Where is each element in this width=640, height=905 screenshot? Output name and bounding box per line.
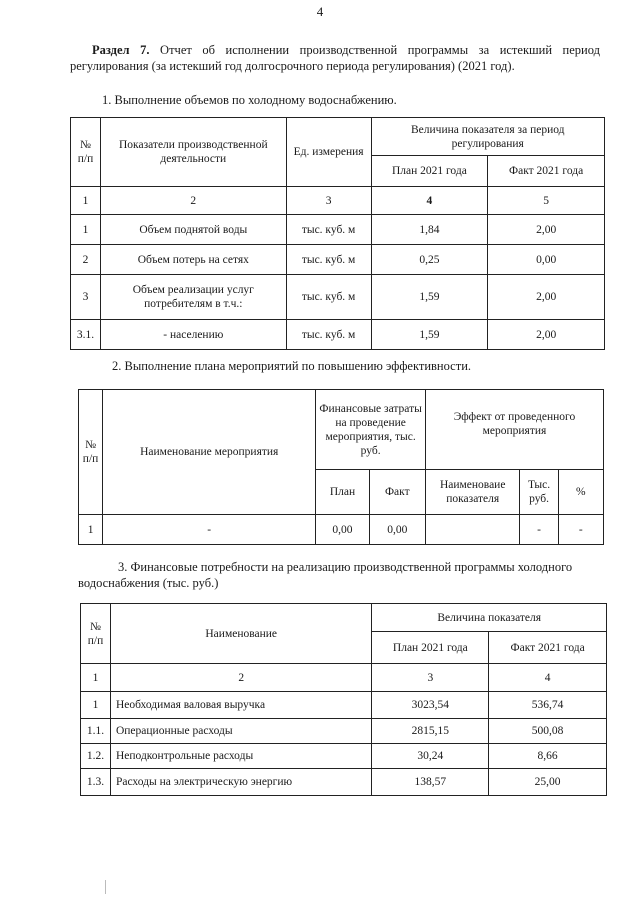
scan-artifact (105, 880, 106, 894)
section1-title: 1. Выполнение объемов по холодному водоснабжению. (102, 93, 397, 107)
index-cell: 1 (81, 664, 111, 692)
row-num: 1 (81, 692, 111, 719)
index-cell: 4 (371, 187, 488, 215)
header-fact: Факт 2021 года (488, 156, 605, 187)
row-plan: 30,24 (372, 744, 489, 769)
financial-needs-table (80, 603, 607, 796)
row-pct: - (558, 515, 603, 545)
header-thousand-rub: Тыс. руб. (520, 470, 558, 515)
header-measure-name: Наименование мероприятия (103, 390, 316, 515)
header-value-group: Величина показателя (372, 604, 607, 632)
row-unit: тыс. куб. м (286, 275, 371, 320)
row-name: Неподконтрольные расходы (110, 744, 371, 769)
table-row (71, 215, 605, 245)
section-heading (70, 42, 600, 74)
header-percent: % (558, 470, 603, 515)
section3-title: 3. Финансовые потребности на реализацию производственной программы холодного водоснабжения (тыс. руб.) (78, 560, 573, 590)
header-unit: Ед. измерения (286, 118, 371, 187)
index-cell: 1 (71, 187, 101, 215)
row-unit: тыс. куб. м (286, 245, 371, 275)
table-row (81, 692, 607, 719)
table-row (71, 320, 605, 350)
index-cell: 4 (489, 664, 607, 692)
header-indicator: Показатели производственной деятельности (100, 118, 286, 187)
table-row (81, 744, 607, 769)
header-plan: План 2021 года (372, 632, 489, 664)
index-cell: 2 (110, 664, 371, 692)
efficiency-measures-table (78, 389, 604, 545)
table-row (81, 769, 607, 796)
header-num: № п/п (81, 604, 111, 664)
row-num: 1.3. (81, 769, 111, 796)
row-fact: 0,00 (488, 245, 605, 275)
table-row (81, 719, 607, 744)
index-cell: 3 (286, 187, 371, 215)
row-plan: 1,84 (371, 215, 488, 245)
index-cell: 3 (372, 664, 489, 692)
row-fact: 500,08 (489, 719, 607, 744)
table-row (79, 515, 604, 545)
row-name: Расходы на электрическую энергию (110, 769, 371, 796)
header-plan: План 2021 года (371, 156, 488, 187)
row-indicator (425, 515, 520, 545)
index-row (71, 187, 605, 215)
table-row (71, 245, 605, 275)
header-num: № п/п (71, 118, 101, 187)
row-name: - населению (100, 320, 286, 350)
row-num: 3 (71, 275, 101, 320)
row-num: 1 (79, 515, 103, 545)
header-fact: Факт (369, 470, 425, 515)
section-label: Раздел 7. (92, 43, 150, 57)
header-value-group: Величина показателя за период регулирования (371, 118, 604, 156)
row-unit: тыс. куб. м (286, 320, 371, 350)
row-name: Объем поднятой воды (100, 215, 286, 245)
row-plan: 3023,54 (372, 692, 489, 719)
row-unit: тыс. куб. м (286, 215, 371, 245)
row-num: 2 (71, 245, 101, 275)
row-fact: 0,00 (369, 515, 425, 545)
section2-title: 2. Выполнение плана мероприятий по повышению эффективности. (112, 359, 472, 373)
row-name: Объем реализации услуг потребителям в т.ч.: (100, 275, 286, 320)
table-row (71, 275, 605, 320)
row-num: 1.1. (81, 719, 111, 744)
water-volume-table (70, 117, 605, 350)
page-number: 4 (316, 4, 324, 19)
header-name: Наименование (110, 604, 371, 664)
row-plan: 1,59 (371, 320, 488, 350)
header-costs: Финансовые затраты на проведение мероприятия, тыс. руб. (316, 390, 426, 470)
row-num: 3.1. (71, 320, 101, 350)
row-fact: 536,74 (489, 692, 607, 719)
row-name: Операционные расходы (110, 719, 371, 744)
section-heading-text: Отчет об исполнении производственной программы за истекший период регулирования (за истекший год долгосрочного периода регулирования) (2021 год). (70, 43, 600, 73)
index-cell: 2 (100, 187, 286, 215)
header-effect: Эффект от проведенного мероприятия (425, 390, 603, 470)
row-name: Необходимая валовая выручка (110, 692, 371, 719)
row-fact: 2,00 (488, 320, 605, 350)
row-plan: 0,25 (371, 245, 488, 275)
row-name: - (103, 515, 316, 545)
row-plan: 2815,15 (372, 719, 489, 744)
row-plan: 0,00 (316, 515, 369, 545)
header-plan: План (316, 470, 369, 515)
row-num: 1 (71, 215, 101, 245)
header-num: № п/п (79, 390, 103, 515)
header-indicator-name: Наименоваие показателя (425, 470, 520, 515)
row-name: Объем потерь на сетях (100, 245, 286, 275)
row-fact: 2,00 (488, 275, 605, 320)
row-num: 1.2. (81, 744, 111, 769)
header-fact: Факт 2021 года (489, 632, 607, 664)
row-plan: 138,57 (372, 769, 489, 796)
row-rub: - (520, 515, 558, 545)
row-fact: 8,66 (489, 744, 607, 769)
row-fact: 2,00 (488, 215, 605, 245)
row-fact: 25,00 (489, 769, 607, 796)
index-row (81, 664, 607, 692)
row-plan: 1,59 (371, 275, 488, 320)
index-cell: 5 (488, 187, 605, 215)
